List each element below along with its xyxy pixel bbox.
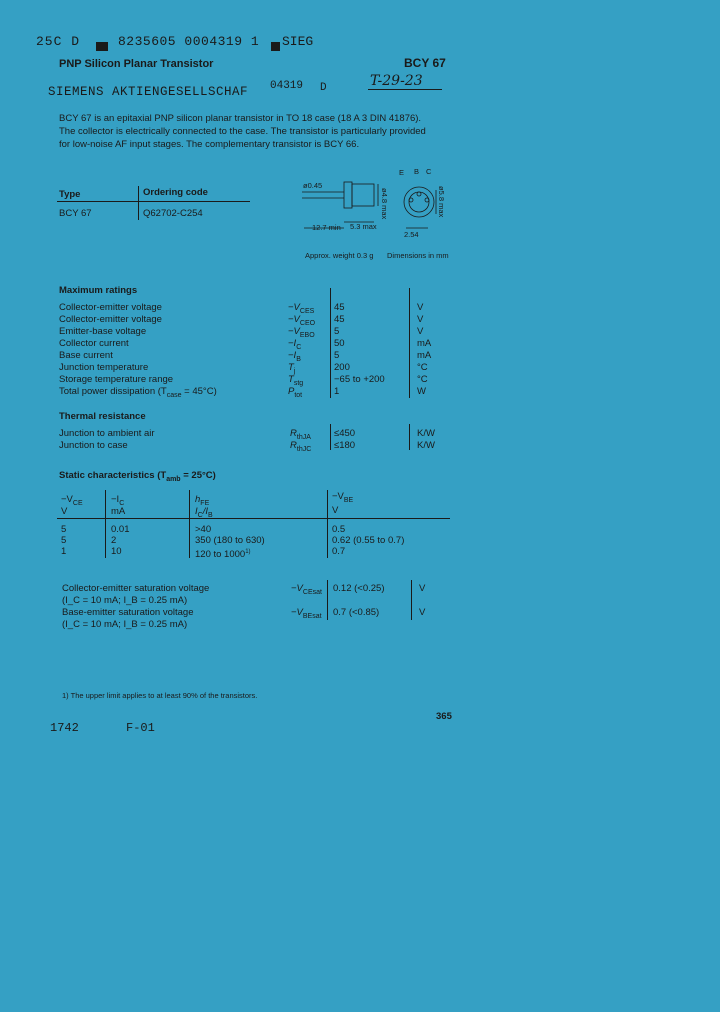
units-note: Dimensions in mm [387, 251, 449, 260]
symbol-sub: j [293, 367, 296, 375]
symbol-sub: CES [299, 307, 315, 315]
footnote-mark: 1) [245, 549, 251, 555]
rating-unit: V [417, 326, 424, 337]
symbol-sub: thJA [296, 433, 311, 441]
section-static [59, 470, 216, 483]
static-cell: >40 [195, 524, 212, 535]
ordering-code: Q62702-C254 [143, 208, 203, 219]
symbol-main: −V [291, 607, 303, 618]
header-code2a: 04319 [270, 80, 304, 92]
col-vce: $-V_{CE}$ [61, 494, 83, 507]
symbol-sub: thJC [296, 445, 312, 453]
barcode-block-icon [96, 37, 108, 55]
sat-value: 0.12 (<0.25) [333, 583, 385, 594]
static-cell: 0.5 [332, 524, 346, 535]
dim-pitch: 2.54 [404, 230, 419, 239]
dim-body1: ø4.8 max [380, 188, 389, 220]
rating-param: Storage temperature range [59, 374, 174, 385]
symbol [288, 386, 302, 402]
header-code-left: 25C D [36, 34, 81, 49]
symbol [290, 440, 311, 456]
col-type: Type [59, 189, 81, 200]
col-ordering-code: Ordering code [143, 187, 208, 198]
dim-case-len: 5.3 max [350, 222, 377, 231]
symbol-main: R [290, 428, 297, 439]
rating-value: 1 [334, 386, 340, 397]
symbol-main: −I [288, 350, 297, 361]
rating-value: 45 [334, 314, 345, 325]
rating-param: Collector current [59, 338, 129, 349]
rating-unit: mA [417, 338, 432, 349]
sat-cond-row [0, 619, 720, 631]
sat-unit: V [419, 583, 426, 594]
page-number: 365 [436, 711, 452, 722]
rating-value: −65 to +200 [334, 374, 385, 385]
rating-row [0, 350, 720, 362]
part-number: BCY 67 [404, 56, 446, 70]
sat-param: Collector-emitter saturation voltage [62, 583, 210, 594]
symbol-main: T [288, 362, 294, 373]
thermal-unit: K/W [417, 428, 435, 439]
unit-ic: mA [111, 506, 126, 517]
symbol-main: R [290, 440, 297, 451]
thermal-value: ≤180 [334, 440, 356, 451]
static-cell: 1 [61, 546, 67, 557]
sat-unit: V [419, 607, 426, 618]
rating-param: Collector-emitter voltage [59, 302, 162, 313]
rating-param-tail: = 45°C) [181, 386, 217, 397]
symbol-sub: CEO [299, 319, 316, 327]
symbol-sub: CEsat [302, 588, 322, 596]
static-divider [57, 518, 450, 519]
symbol-main: P [288, 386, 295, 397]
rating-value: 5 [334, 350, 340, 361]
rating-param: Junction temperature [59, 362, 149, 373]
static-cell: 5 [61, 535, 67, 546]
sat-row [0, 607, 720, 619]
sat-param: Base-emitter saturation voltage [62, 607, 194, 618]
section-max-ratings: Maximum ratings [59, 285, 138, 296]
symbol-sub: B [296, 355, 301, 363]
rating-unit: °C [417, 374, 428, 385]
header-code-right: SIEG [282, 34, 314, 49]
static-cell: 10 [111, 546, 122, 557]
thermal-param: Junction to ambient air [59, 428, 155, 439]
static-heading-sub: amb [166, 475, 181, 483]
thermal-value: ≤450 [334, 428, 356, 439]
footer-code-left: 1742 [50, 721, 79, 735]
pin-b: B [414, 167, 420, 176]
rating-value: 200 [334, 362, 350, 373]
symbol-sub: tot [294, 391, 303, 399]
static-cell: 5 [61, 524, 67, 535]
pin-e: E [399, 168, 405, 177]
rating-row [0, 362, 720, 374]
description-line-3: for low-noise AF input stages. The complementary transistor is BCY 66. [59, 139, 360, 150]
col-hfe: $h_{FE}$ [195, 494, 210, 507]
ordering-divider [57, 201, 250, 202]
page-title: PNP Silicon Planar Transistor [59, 58, 214, 70]
rating-param: Base current [59, 350, 113, 361]
handwritten-code: T-29-23 [370, 73, 423, 89]
rating-unit: W [417, 386, 426, 397]
sat-cond-row [0, 595, 720, 607]
dim-body2: ø5.8 max [437, 186, 446, 218]
thermal-row [0, 428, 720, 440]
static-row [0, 546, 720, 561]
symbol-main: −V [288, 314, 300, 325]
company-name: SIEMENS AKTIENGESELLSCHAF [48, 85, 249, 99]
rating-row [0, 338, 720, 350]
thermal-row [0, 440, 720, 452]
symbol-main: −I [288, 338, 297, 349]
barcode-block-icon [271, 37, 280, 55]
rating-row [0, 314, 720, 326]
rating-unit: mA [417, 350, 432, 361]
symbol-sub: EBO [299, 331, 315, 339]
static-cell: 350 (180 to 630) [195, 535, 265, 546]
header-code2b: D [320, 82, 327, 94]
symbol-main: −V [291, 583, 303, 594]
description-line-2: The collector is electrically connected to the case. The transistor is particularly provided [59, 126, 426, 137]
underline [368, 89, 442, 90]
col-vbe: $-V_{BE}$ [332, 491, 354, 504]
pin-c: C [426, 167, 432, 176]
thermal-param: Junction to case [59, 440, 128, 451]
symbol-main: −V [288, 326, 300, 337]
rating-param: Emitter-base voltage [59, 326, 147, 337]
description-line-1: BCY 67 is an epitaxial PNP silicon planar transistor in TO 18 case (18 A 3 DIN 41876). [59, 113, 422, 124]
sat-row [0, 583, 720, 595]
ordering-vdivider [138, 186, 139, 220]
rating-param: Total power dissipation $(T_{case} = 45^\circ C)$ [59, 386, 217, 399]
symbol-main: −V [288, 302, 300, 313]
dim-lead-len: 12.7 min [312, 223, 341, 232]
static-cell: 0.01 [111, 524, 130, 535]
col-ic: $-I_C$ [111, 494, 125, 507]
symbol-sub: stg [293, 379, 304, 387]
sat-condition: (I_C = 10 mA; I_B = 0.25 mA) [62, 619, 188, 630]
rating-unit: °C [417, 362, 428, 373]
thermal-unit: K/W [417, 440, 435, 451]
static-heading: Static characteristics (T [59, 470, 167, 481]
symbol-sub: BEsat [302, 612, 322, 620]
sat-value: 0.7 (<0.85) [333, 607, 380, 618]
ordering-type: BCY 67 [59, 208, 92, 219]
symbol-sub: C [296, 343, 302, 351]
unit-vce: V [61, 506, 68, 517]
rating-row [0, 302, 720, 314]
rating-unit: V [417, 314, 424, 325]
rating-row [0, 374, 720, 386]
unit-vbe: V [332, 505, 339, 516]
static-cell: 2 [111, 535, 117, 546]
symbol-main: T [288, 374, 294, 385]
section-thermal: Thermal resistance [59, 411, 146, 422]
static-cell: 120 to 1000$^{1)}$ [195, 549, 251, 561]
rating-value: 5 [334, 326, 340, 337]
rating-value: 50 [334, 338, 345, 349]
header-code-mid: 8235605 0004319 1 [118, 34, 260, 49]
rating-param: Collector-emitter voltage [59, 314, 162, 325]
weight-note: Approx. weight 0.3 g [305, 251, 374, 260]
static-cell: 0.62 (0.55 to 0.7) [332, 535, 405, 546]
rating-row [0, 326, 720, 338]
rating-param-sub: case [166, 391, 182, 399]
footnote: 1) The upper limit applies to at least 90% of the transistors. [62, 691, 258, 700]
static-heading-tail: = 25°C) [180, 470, 216, 481]
rating-value: 45 [334, 302, 345, 313]
rating-unit: V [417, 302, 424, 313]
rating-row [0, 386, 720, 398]
footer-code-mid: F-01 [126, 721, 155, 735]
unit-hfe: $I_C/I_B$ [195, 506, 213, 519]
dim-lead: ø0.45 [303, 181, 323, 190]
sat-condition: (I_C = 10 mA; I_B = 0.25 mA) [62, 595, 188, 606]
static-cell: 0.7 [332, 546, 346, 557]
